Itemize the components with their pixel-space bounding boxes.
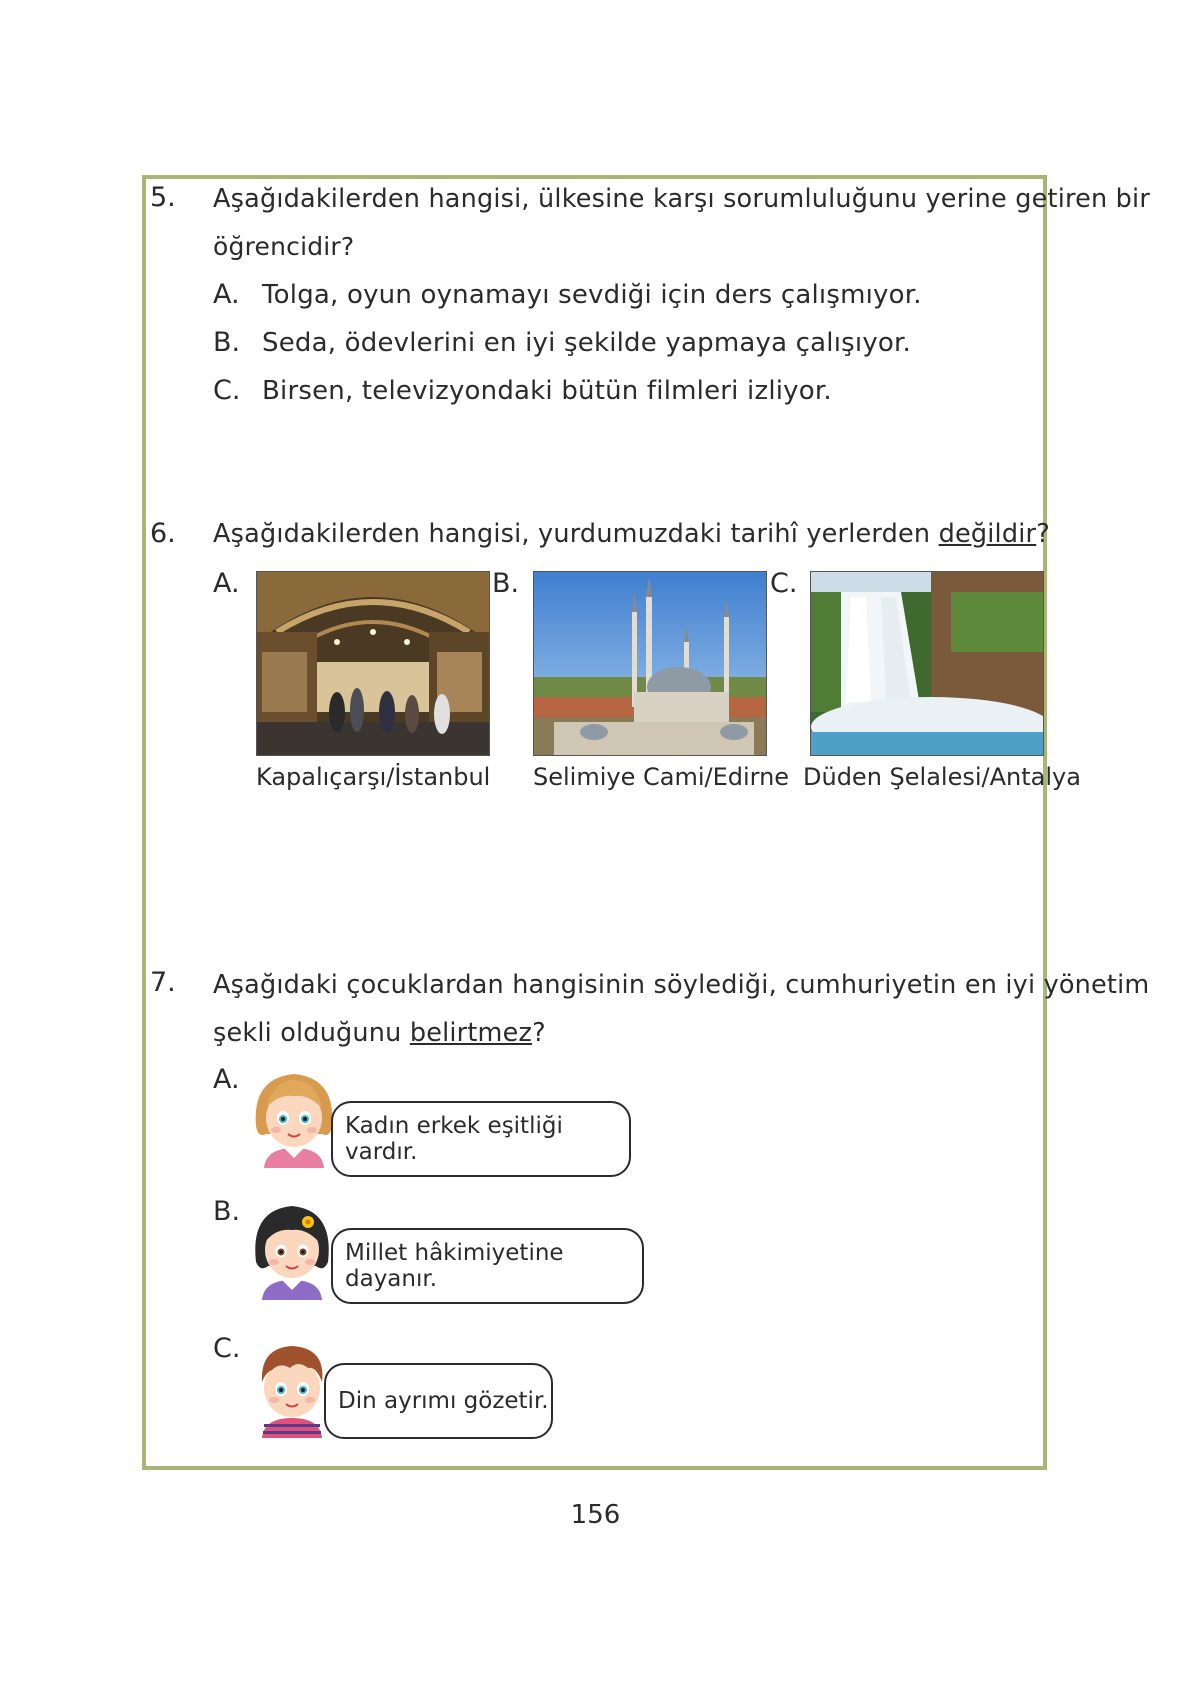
q7-option-c-speech: Din ayrımı gözetir. — [338, 1388, 549, 1414]
q6-option-c-letter: C. — [770, 568, 798, 599]
q5-option-b-letter: B. — [213, 327, 241, 358]
q5-option-c-letter: C. — [213, 375, 241, 406]
q7-number: 7. — [150, 967, 176, 998]
q7-option-b-speech: Millet hâkimiyetine dayanır. — [345, 1240, 564, 1292]
boy-avatar — [250, 1338, 334, 1438]
q5-option-a-letter: A. — [213, 279, 240, 310]
q6-option-c-caption: Düden Şelalesi/Antalya — [803, 763, 1081, 791]
girl-avatar-dark-hair — [250, 1200, 334, 1300]
q6-number: 6. — [150, 518, 176, 549]
q6-option-b-letter: B. — [492, 568, 520, 599]
q7-stem-end: ? — [532, 1018, 546, 1048]
q7-option-a-speech-bubble — [331, 1101, 631, 1177]
q7-stem-line2 — [213, 1018, 546, 1048]
q7-option-b-speech-bubble — [331, 1228, 644, 1304]
q7-stem-line1: Aşağıdaki çocuklardan hangisinin söylediği, cumhuriyetin en iyi yönetim — [213, 970, 1150, 1000]
q6-option-b-caption: Selimiye Cami/Edirne — [533, 763, 790, 791]
q6-option-a-letter: A. — [213, 568, 240, 599]
q5-option-a-text: Tolga, oyun oynamayı sevdiği için ders çalışmıyor. — [262, 280, 922, 310]
q7-stem-underlined: belirtmez — [409, 1018, 533, 1048]
q6-stem-end: ? — [1036, 519, 1050, 549]
q6-option-a-caption: Kapalıçarşı/İstanbul — [256, 763, 491, 791]
q5-stem-line1: Aşağıdakilerden hangisi, ülkesine karşı sorumluluğunu yerine getiren bir — [213, 184, 1151, 214]
q7-option-a-letter: A. — [213, 1064, 240, 1095]
page-number: 156 — [570, 1500, 621, 1530]
q5-stem-line2: öğrencidir? — [213, 232, 355, 261]
q7-option-a-speech: Kadın erkek eşitliği vardır. — [345, 1113, 563, 1165]
grand-bazaar-photo — [256, 571, 490, 756]
q7-option-c-letter: C. — [213, 1333, 241, 1364]
q5-option-b-text: Seda, ödevlerini en iyi şekilde yapmaya çalışıyor. — [262, 328, 911, 358]
q7-stem-text: şekli olduğunu — [213, 1018, 410, 1048]
q5-number: 5. — [150, 182, 176, 213]
girl-avatar-blonde — [252, 1068, 336, 1168]
q6-stem — [213, 519, 1050, 549]
selimiye-mosque-photo — [533, 571, 767, 756]
q7-option-c-speech-bubble — [324, 1363, 553, 1439]
q7-option-b-letter: B. — [213, 1196, 241, 1227]
duden-waterfall-photo — [810, 571, 1044, 756]
q6-stem-underlined: değildir — [938, 519, 1037, 549]
q6-stem-text: Aşağıdakilerden hangisi, yurdumuzdaki tarihî yerlerden — [213, 519, 939, 549]
q5-option-c-text: Birsen, televizyondaki bütün filmleri izliyor. — [262, 376, 832, 406]
